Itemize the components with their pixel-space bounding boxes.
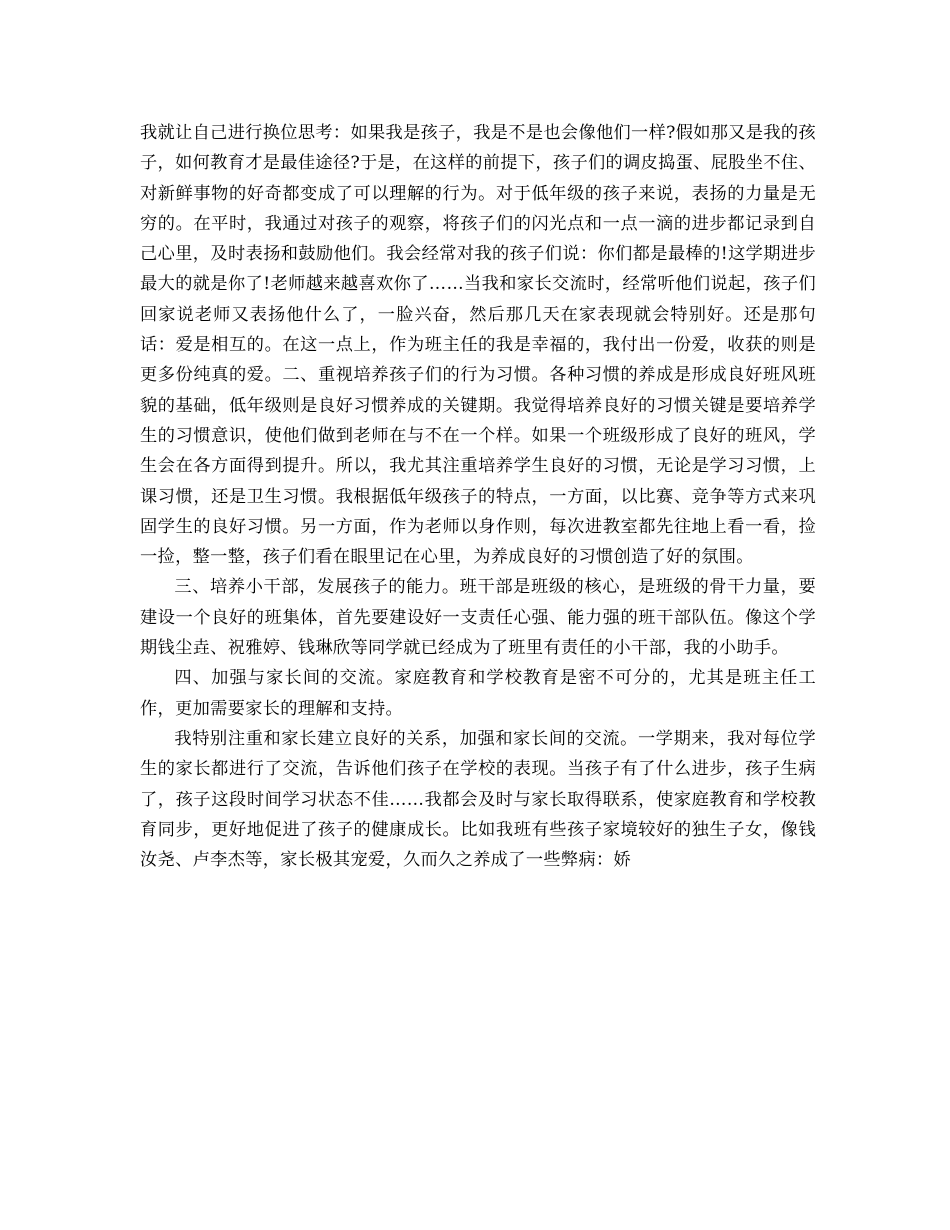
paragraph-1: 我就让自己进行换位思考：如果我是孩子，我是不是也会像他们一样?假如那又是我的孩子，如何教育才是最佳途径?于是，在这样的前提下，孩子们的调皮捣蛋、屁股坐不住、对新鲜事物的好奇都变成了可以理解的行为。对于低年级的孩子来说，表扬的力量是无穷的。在平时，我通过对孩子的观察，将孩子们的闪光点和一点一滴的进步都记录到自己心里，及时表扬和鼓励他们。我会经常对我的孩子们说：你们都是最棒的!这学期进步最大的就是你了!老师越来越喜欢你了……当我和家长交流时，经常听他们说起，孩子们回家说老师又表扬他什么了，一脸兴奋，然后那几天在家表现就会特别好。还是那句话：爱是相互的。在这一点上，作为班主任的我是幸福的，我付出一份爱，收获的则是更多份纯真的爱。二、重视培养孩子们的行为习惯。各种习惯的养成是形成良好班风班貌的基础，低年级则是良好习惯养成的关键期。我觉得培养良好的习惯关键是要培养学生的习惯意识，使他们做到老师在与不在一个样。如果一个班级形成了良好的班风，学生会在各方面得到提升。所以，我尤其注重培养学生良好的习惯，无论是学习习惯，上课习惯，还是卫生习惯。我根据低年级孩子的特点，一方面，以比赛、竞争等方式来巩固学生的良好习惯。另一方面，作为老师以身作则，每次进教室都先往地上看一看，捡一捡，整一整，孩子们看在眼里记在心里，为养成良好的习惯创造了好的氛围。 [140,123,816,568]
paragraph-2: 三、培养小干部，发展孩子的能力。班干部是班级的核心，是班级的骨干力量，要建设一个良好的班集体，首先要建设好一支责任心强、能力强的班干部队伍。像这个学期钱尘垚、祝雅婷、钱琳欣等同学就已经成为了班里有责任的小干部，我的小助手。 [140,577,816,659]
paragraph-4: 我特别注重和家长建立良好的关系，加强和家长间的交流。一学期来，我对每位学生的家长都进行了交流，告诉他们孩子在学校的表现。当孩子有了什么进步，孩子生病了，孩子这段时间学习状态不佳……我都会及时与家长取得联系，使家庭教育和学校教育同步，更好地促进了孩子的健康成长。比如我班有些孩子家境较好的独生子女，像钱汝尧、卢李杰等，家长极其宠爱，久而久之养成了一些弊病：娇 [140,728,816,871]
paragraph-3: 四、加强与家长间的交流。家庭教育和学校教育是密不可分的，尤其是班主任工作，更加需要家长的理解和支持。 [140,668,816,719]
document-page [140,118,816,875]
